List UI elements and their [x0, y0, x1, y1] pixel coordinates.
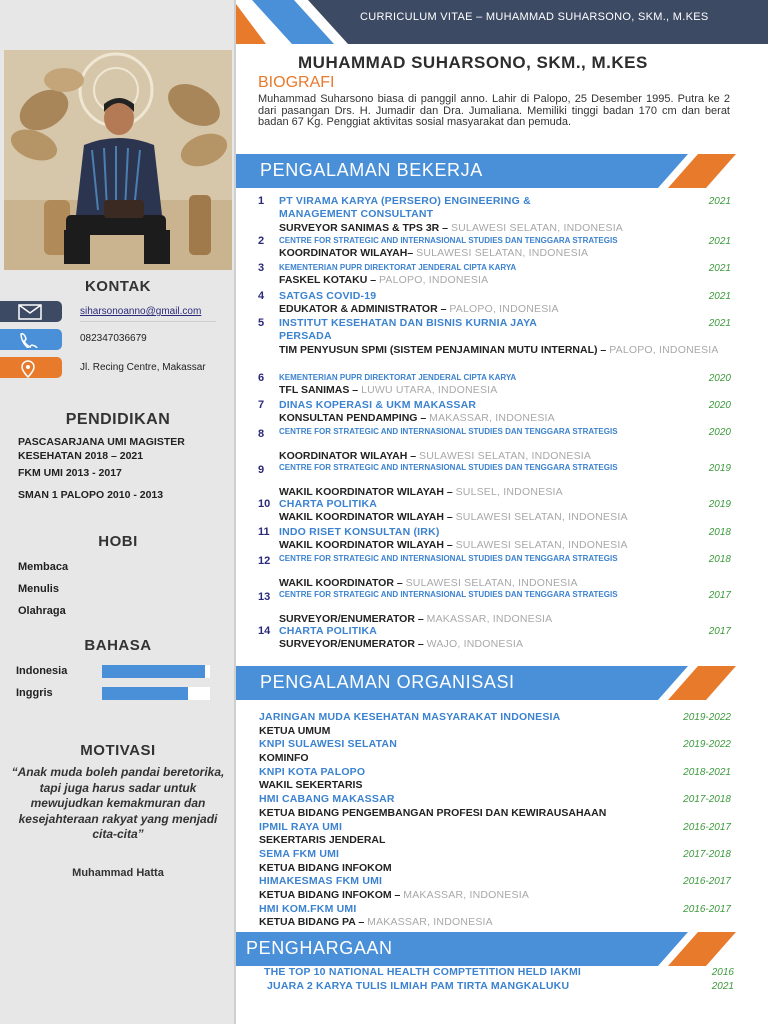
organization-name: PT VIRAMA KARYA (PERSERO) ENGINEERING & MANAGEMENT CONSULTANT: [279, 195, 531, 220]
job-location: PALOPO, INDONESIA: [378, 274, 489, 286]
location-icon: [0, 357, 62, 378]
language-level-bar: [102, 665, 210, 678]
pendidikan-heading: PENDIDIKAN: [65, 411, 171, 428]
job-title: SURVEYOR/ENUMERATOR –: [279, 638, 427, 650]
item-number: 7: [258, 399, 265, 411]
item-number: 2: [258, 235, 265, 247]
organization-name: HMI KOM.FKM UMI: [259, 902, 357, 915]
item-number: 13: [258, 591, 271, 603]
organization-name: HIMAKESMAS FKM UMI: [259, 875, 383, 888]
job-location: WAJO, INDONESIA: [426, 638, 524, 650]
item-number: 6: [258, 372, 265, 384]
item-number: 14: [258, 625, 271, 637]
job-year: 2021: [708, 263, 731, 274]
job-role: [279, 303, 559, 316]
organization-role: [259, 889, 529, 902]
award-title: JUARA 2 KARYA TULIS ILMIAH PAM TIRTA MANGKALUKU: [267, 980, 570, 992]
job-location: MAKASSAR, INDONESIA: [426, 613, 553, 625]
education-item: FKM UMI 2013 - 2017: [18, 467, 122, 479]
quote-author: Muhammad Hatta: [72, 867, 164, 879]
job-location: SULAWESI SELATAN, INDONESIA: [416, 247, 589, 259]
role-title: WAKIL SEKERTARIS: [259, 779, 363, 792]
phone-number: 082347036679: [80, 333, 147, 344]
hobby-item: Menulis: [18, 583, 59, 595]
organization-name: CENTRE FOR STRATEGIC AND INTERNASIONAL STUDIES DAN TENGGARA STRATEGIS: [279, 236, 618, 245]
role-title: KOMINFO: [259, 751, 309, 764]
job-title: WAKIL KOORDINATOR –: [279, 577, 406, 589]
item-number: 4: [258, 290, 265, 302]
job-role: [279, 539, 628, 552]
language-level-fill: [102, 687, 188, 700]
address: Jl. Recing Centre, Makassar: [80, 362, 206, 373]
item-number: 12: [258, 555, 271, 567]
organization-years: 2017-2018: [683, 849, 731, 860]
email-link[interactable]: siharsonoanno@gmail.com: [80, 306, 202, 317]
role-title: KETUA BIDANG INFOKOM: [259, 861, 392, 874]
job-title: EDUKATOR & ADMINISTRATOR –: [279, 303, 450, 315]
language-level-bar: [102, 687, 210, 700]
item-number: 5: [258, 317, 265, 329]
job-year: 2018: [708, 527, 731, 538]
organization-years: 2018-2021: [683, 766, 731, 778]
job-year: 2017: [708, 590, 731, 601]
organization-name: IPMIL RAYA UMI: [259, 820, 343, 833]
organization-name: CHARTA POLITIKA: [279, 625, 378, 637]
role-title: KETUA BIDANG INFOKOM –: [259, 888, 404, 901]
organization-name: CENTRE FOR STRATEGIC AND INTERNASIONAL STUDIES DAN TENGGARA STRATEGIS: [279, 554, 618, 563]
organization-name: KEMENTERIAN PUPR DIREKTORAT JENDERAL CIPTA KARYA: [279, 373, 517, 382]
job-title: SURVEYOR SANIMAS & TPS 3R –: [279, 222, 451, 234]
kontak-heading: KONTAK: [84, 278, 152, 295]
language-name: Indonesia: [16, 665, 68, 677]
job-role: [279, 247, 588, 260]
job-role: [279, 511, 628, 524]
organization-years: 2019-2022: [683, 739, 731, 751]
organization-role: [259, 834, 385, 847]
bahasa-heading: BAHASA: [84, 637, 152, 654]
motivation-quote: “Anak muda boleh pandai beretorika, tapi juga harus sadar untuk mewujudkan kemakmuran dan kesejahteraan rakyat yang menjadi cita-cita”: [11, 765, 225, 841]
organization-role: [259, 725, 330, 738]
hobi-heading: HOBI: [98, 533, 138, 550]
divider: [80, 321, 216, 322]
organization-name: JARINGAN MUDA KESEHATAN MASYARAKAT INDONESIA: [259, 711, 561, 723]
biografi-heading: BIOGRAFI: [258, 74, 335, 91]
job-title: TIM PENYUSUN SPMI (SISTEM PENJAMINAN MUTU INTERNAL) –: [279, 344, 610, 356]
organization-name: CENTRE FOR STRATEGIC AND INTERNASIONAL STUDIES DAN TENGGARA STRATEGIS: [279, 590, 618, 599]
job-role: [279, 274, 488, 287]
job-role: [279, 638, 523, 651]
job-title: WAKIL KOORDINATOR WILAYAH –: [279, 539, 456, 551]
organization-name: KNPI SULAWESI SELATAN: [259, 738, 397, 751]
profile-photo: [4, 50, 232, 270]
job-location: PALOPO, INDONESIA: [449, 303, 559, 315]
job-role: [279, 222, 623, 235]
language-level-fill: [102, 665, 205, 678]
job-location: LUWU UTARA, INDONESIA: [361, 384, 498, 396]
job-location: SULAWESI SELATAN, INDONESIA: [455, 511, 628, 523]
item-number: 1: [258, 195, 265, 207]
job-title: WAKIL KOORDINATOR WILAYAH –: [279, 486, 456, 498]
role-title: KETUA BIDANG PENGEMBANGAN PROFESI DAN KEWIRAUSAHAAN: [259, 806, 607, 819]
item-number: 3: [258, 262, 265, 274]
hobby-item: Olahraga: [18, 605, 66, 617]
organization-name: KNPI KOTA PALOPO: [259, 765, 366, 778]
role-title: KETUA UMUM: [259, 724, 331, 737]
email-icon: [0, 301, 62, 322]
job-year: 2019: [708, 463, 731, 474]
role-title: KETUA BIDANG PA –: [259, 916, 368, 929]
organization-name: CENTRE FOR STRATEGIC AND INTERNASIONAL STUDIES DAN TENGGARA STRATEGIS: [279, 427, 618, 436]
education-item: PASCASARJANA UMI MAGISTER KESEHATAN 2018 – 2021: [18, 436, 185, 462]
organization-years: 2016-2017: [683, 821, 731, 833]
job-title: KOORDINATOR WILAYAH–: [279, 247, 417, 259]
motivasi-heading: MOTIVASI: [80, 742, 156, 759]
item-number: 8: [258, 428, 265, 440]
job-title: FASKEL KOTAKU –: [279, 274, 379, 286]
job-year: 2020: [708, 400, 731, 411]
role-title: SEKERTARIS JENDERAL: [259, 834, 386, 847]
job-year: 2017: [708, 626, 731, 637]
candidate-name: MUHAMMAD SUHARSONO, SKM., M.KES: [298, 53, 648, 72]
organization-name: DINAS KOPERASI & UKM MAKASSAR: [279, 399, 477, 411]
item-number: 9: [258, 464, 265, 476]
role-location: MAKASSAR, INDONESIA: [367, 916, 493, 929]
job-year: 2021: [708, 318, 731, 329]
penghargaan-heading: PENGHARGAAN: [246, 938, 393, 958]
organization-years: 2016-2017: [683, 876, 731, 888]
organization-name: INDO RISET KONSULTAN (IRK): [279, 526, 440, 538]
organization-name: HMI CABANG MAKASSAR: [259, 793, 395, 806]
organization-name: INSTITUT KESEHATAN DAN BISNIS KURNIA JAYA PERSADA: [279, 317, 537, 342]
phone-icon: [0, 329, 62, 350]
award-year: 2021: [711, 981, 734, 992]
job-location: SULAWESI SELATAN, INDONESIA: [455, 539, 628, 551]
biografi-text: Muhammad Suharsono biasa di panggil anno. Lahir di Palopo, 25 Desember 1995. Putra ke 2 dari pasangan Drs. H. Jumadir dan Dra. Jumaliana. Memiliki tinggi badan 170 cm dan berat badan 67 Kg. Penggiat aktivitas sosial masyarakat dan pemuda.: [258, 93, 730, 128]
organization-name: CENTRE FOR STRATEGIC AND INTERNASIONAL STUDIES DAN TENGGARA STRATEGIS: [279, 463, 618, 472]
job-year: 2021: [708, 291, 731, 302]
organization-name: SATGAS COVID-19: [279, 290, 377, 302]
award-year: 2016: [711, 967, 734, 978]
organization-name: CHARTA POLITIKA: [279, 498, 378, 510]
job-role: [279, 412, 555, 425]
organization-role: [259, 752, 309, 765]
job-location: SULAWESI SELATAN, INDONESIA: [450, 222, 624, 234]
job-year: 2021: [708, 236, 731, 247]
hobby-item: Membaca: [18, 561, 69, 573]
award-title: THE TOP 10 NATIONAL HEALTH COMPTETITION HELD IAKMI: [264, 966, 582, 978]
organization-role: [259, 779, 362, 792]
job-role: [279, 344, 719, 357]
organization-years: 2016-2017: [683, 903, 731, 915]
organization-name: SEMA FKM UMI: [259, 848, 340, 860]
job-year: 2020: [708, 373, 731, 384]
job-location: SULAWESI SELATAN, INDONESIA: [419, 450, 592, 462]
organization-role: [259, 807, 606, 820]
section-band: [236, 932, 768, 966]
organization-role: [259, 916, 493, 929]
job-title: KOORDINATOR WILAYAH –: [279, 450, 420, 462]
item-number: 11: [258, 526, 270, 538]
language-name: Inggris: [16, 687, 53, 699]
job-year: 2018: [708, 554, 731, 565]
education-item: SMAN 1 PALOPO 2010 - 2013: [18, 489, 164, 501]
job-title: WAKIL KOORDINATOR WILAYAH –: [279, 511, 456, 523]
job-year: 2020: [708, 427, 731, 438]
organization-years: 2017-2018: [683, 794, 731, 806]
job-year: 2019: [708, 499, 731, 510]
cv-header-title: CURRICULUM VITAE – MUHAMMAD SUHARSONO, SKM., M.KES: [360, 11, 709, 23]
section-band: [236, 666, 768, 700]
organization-name: KEMENTERIAN PUPR DIREKTORAT JENDERAL CIPTA KARYA: [279, 263, 517, 272]
organization-years: 2019-2022: [683, 712, 731, 723]
pengalaman-bekerja-heading: PENGALAMAN BEKERJA: [260, 160, 483, 180]
job-year: 2021: [708, 196, 731, 207]
job-location: SULAWESI SELATAN, INDONESIA: [405, 577, 578, 589]
job-location: SULSEL, INDONESIA: [455, 486, 563, 498]
job-title: TFL SANIMAS –: [279, 384, 362, 396]
role-location: MAKASSAR, INDONESIA: [403, 888, 530, 901]
organization-role: [259, 862, 392, 875]
pengalaman-organisasi-heading: PENGALAMAN ORGANISASI: [260, 672, 515, 692]
job-location: PALOPO, INDONESIA: [609, 344, 719, 356]
job-title: SURVEYOR/ENUMERATOR –: [279, 613, 427, 625]
job-location: MAKASSAR, INDONESIA: [429, 412, 555, 424]
item-number: 10: [258, 498, 271, 510]
job-title: KONSULTAN PENDAMPING –: [279, 412, 430, 424]
section-band: [236, 154, 768, 188]
job-role: [279, 384, 498, 397]
